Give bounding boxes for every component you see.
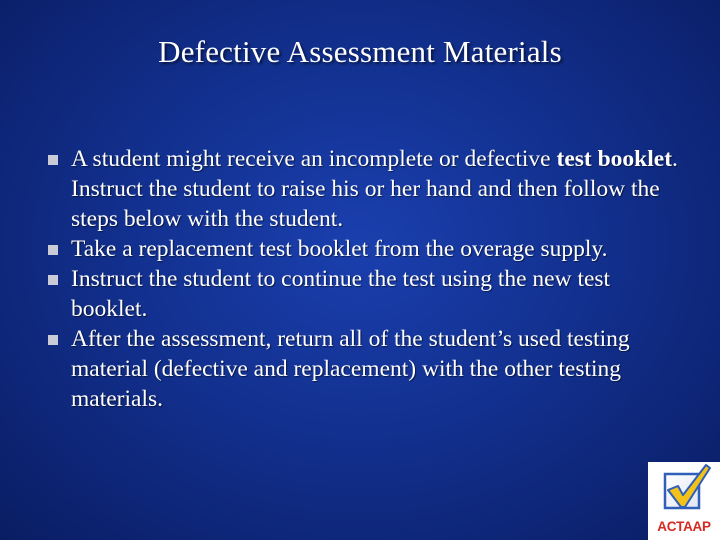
- bullet-item: [48, 144, 688, 234]
- actaap-logo: [648, 462, 720, 540]
- square-bullet-icon: [48, 335, 58, 345]
- bullet-text: After the assessment, return all of the student’s used testing material (defective and replacement) with the other testing materials.: [71, 326, 630, 412]
- square-bullet-icon: [48, 275, 58, 285]
- bullet-item: [48, 324, 688, 414]
- bullet-text: Take a replacement test booklet from the overage supply.: [71, 236, 608, 262]
- logo-text: ACTAAP: [657, 519, 711, 534]
- bullet-list: [48, 144, 688, 414]
- checkmark-icon: [648, 462, 720, 520]
- square-bullet-icon: [48, 245, 58, 255]
- bullet-text: A student might receive an incomplete or defective: [71, 146, 557, 172]
- bullet-item: [48, 264, 688, 324]
- bullet-text-continued: . Instruct the student to raise his or her hand and then follow the steps below with the student.: [71, 146, 678, 232]
- square-bullet-icon: [48, 155, 58, 165]
- bullet-text: Instruct the student to continue the test using the new test booklet.: [71, 266, 611, 322]
- slide-title: Defective Assessment Materials: [158, 34, 562, 69]
- bullet-item: [48, 234, 688, 264]
- bullet-bold-text: test booklet: [556, 146, 673, 172]
